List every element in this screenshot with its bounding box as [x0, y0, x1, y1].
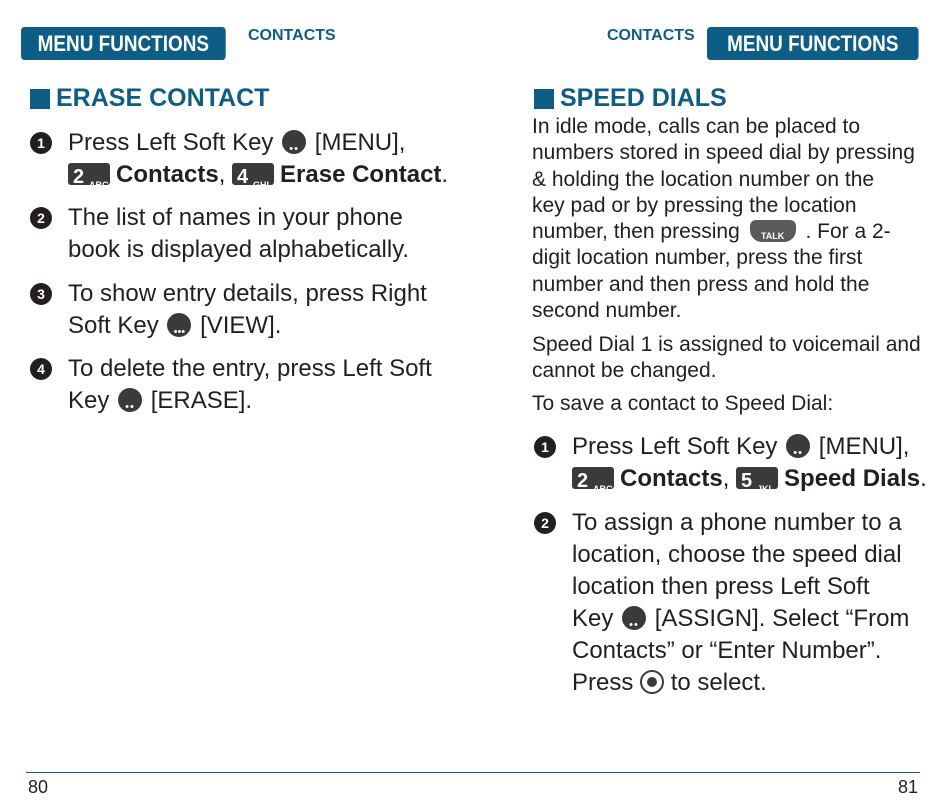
- step-text: To show entry details, press Right: [68, 280, 427, 307]
- menu-functions-tab-left: MENU FUNCTIONS: [21, 27, 226, 60]
- save-to-speed-dial-intro: To save a contact to Speed Dial:: [532, 392, 834, 415]
- step-text: Press: [572, 669, 634, 696]
- erase-step-3: [37, 278, 427, 342]
- voicemail-note: Speed Dial 1 is assigned to voicemail and cannot be changed.: [532, 333, 921, 383]
- contacts-label: Contacts: [116, 161, 219, 188]
- step-number-badge: 3: [30, 283, 52, 305]
- right-soft-key-icon: [167, 313, 191, 337]
- step-number-badge: 4: [30, 358, 52, 380]
- step-text: Key: [572, 605, 614, 632]
- step-text: Key: [68, 387, 110, 414]
- page-number-left: 80: [28, 777, 49, 797]
- speed-step-2: [541, 507, 910, 699]
- menu-functions-tab-right: MENU FUNCTIONS: [707, 27, 919, 60]
- step-text: To delete the entry, press Left Soft: [68, 355, 432, 382]
- left-soft-key-icon: [786, 434, 810, 458]
- page-number-right: 81: [898, 777, 919, 797]
- left-soft-key-icon: [118, 388, 142, 412]
- heading-square-icon: [30, 89, 50, 109]
- step-text: Press Left Soft Key: [68, 129, 274, 156]
- step-text: location then press Left Soft: [572, 573, 870, 600]
- step-number-badge: 2: [534, 512, 556, 534]
- step-text: location, choose the speed dial: [572, 541, 902, 568]
- footer-divider: [26, 772, 920, 773]
- step-text: To assign a phone number to a: [572, 509, 902, 536]
- speed-dials-label: Speed Dials: [784, 465, 921, 492]
- speed-dials-heading: [534, 84, 727, 113]
- step-text: Soft Key: [68, 312, 159, 339]
- step-number-badge: 1: [30, 132, 52, 154]
- step-text: [VIEW].: [200, 312, 282, 339]
- step-number-badge: 1: [534, 436, 556, 458]
- step-text: [ASSIGN]. Select “From: [654, 605, 910, 632]
- section-label-right: CONTACTS: [607, 27, 695, 44]
- contacts-label: Contacts: [620, 465, 723, 492]
- erase-step-1: 1 Press Left Soft Key •• [MENU], 2 ABC Contacts, 4 GHI Erase Contact.: [68, 127, 448, 191]
- key-2-abc-icon: 2 ABC: [572, 467, 614, 489]
- step-text: [MENU],: [314, 129, 406, 156]
- step-number-badge: 2: [30, 207, 52, 229]
- heading-text: ERASE CONTACT: [56, 84, 270, 112]
- key-2-abc-icon: 2 ABC: [68, 163, 110, 185]
- section-label-left: CONTACTS: [248, 27, 336, 44]
- talk-key-icon: TALK: [750, 220, 796, 242]
- speed-dial-intro: In idle mode, calls can be placed to numbers stored in speed dial by pressing & holding the location number on the key pad or by pressing the location number, then pressing TALK . For a 2- digit location number, press the first number and then press and hold the second number.: [532, 115, 915, 323]
- speed-step-1: 1 Press Left Soft Key •• [MENU], 2 ABC Contacts, 5 JKL Speed Dials.: [572, 431, 927, 495]
- step-text: book is displayed alphabetically.: [68, 236, 410, 263]
- erase-step-2: [37, 202, 410, 266]
- step-text: [MENU],: [818, 433, 910, 460]
- step-text: [ERASE].: [150, 387, 253, 414]
- ok-key-icon: [640, 670, 664, 694]
- erase-contact-heading: [30, 84, 269, 113]
- erase-step-4: [37, 353, 432, 417]
- erase-contact-label: Erase Contact: [280, 161, 442, 188]
- heading-text: SPEED DIALS: [560, 84, 727, 112]
- key-5-jkl-icon: 5 JKL: [736, 467, 778, 489]
- left-soft-key-icon: [622, 606, 646, 630]
- left-soft-key-icon: [282, 130, 306, 154]
- key-4-ghi-icon: 4 GHI: [232, 163, 274, 185]
- step-text: Contacts” or “Enter Number”.: [572, 637, 882, 664]
- step-text: The list of names in your phone: [68, 204, 403, 231]
- step-text: to select.: [670, 669, 767, 696]
- heading-square-icon: [534, 89, 554, 109]
- step-text: Press Left Soft Key: [572, 433, 778, 460]
